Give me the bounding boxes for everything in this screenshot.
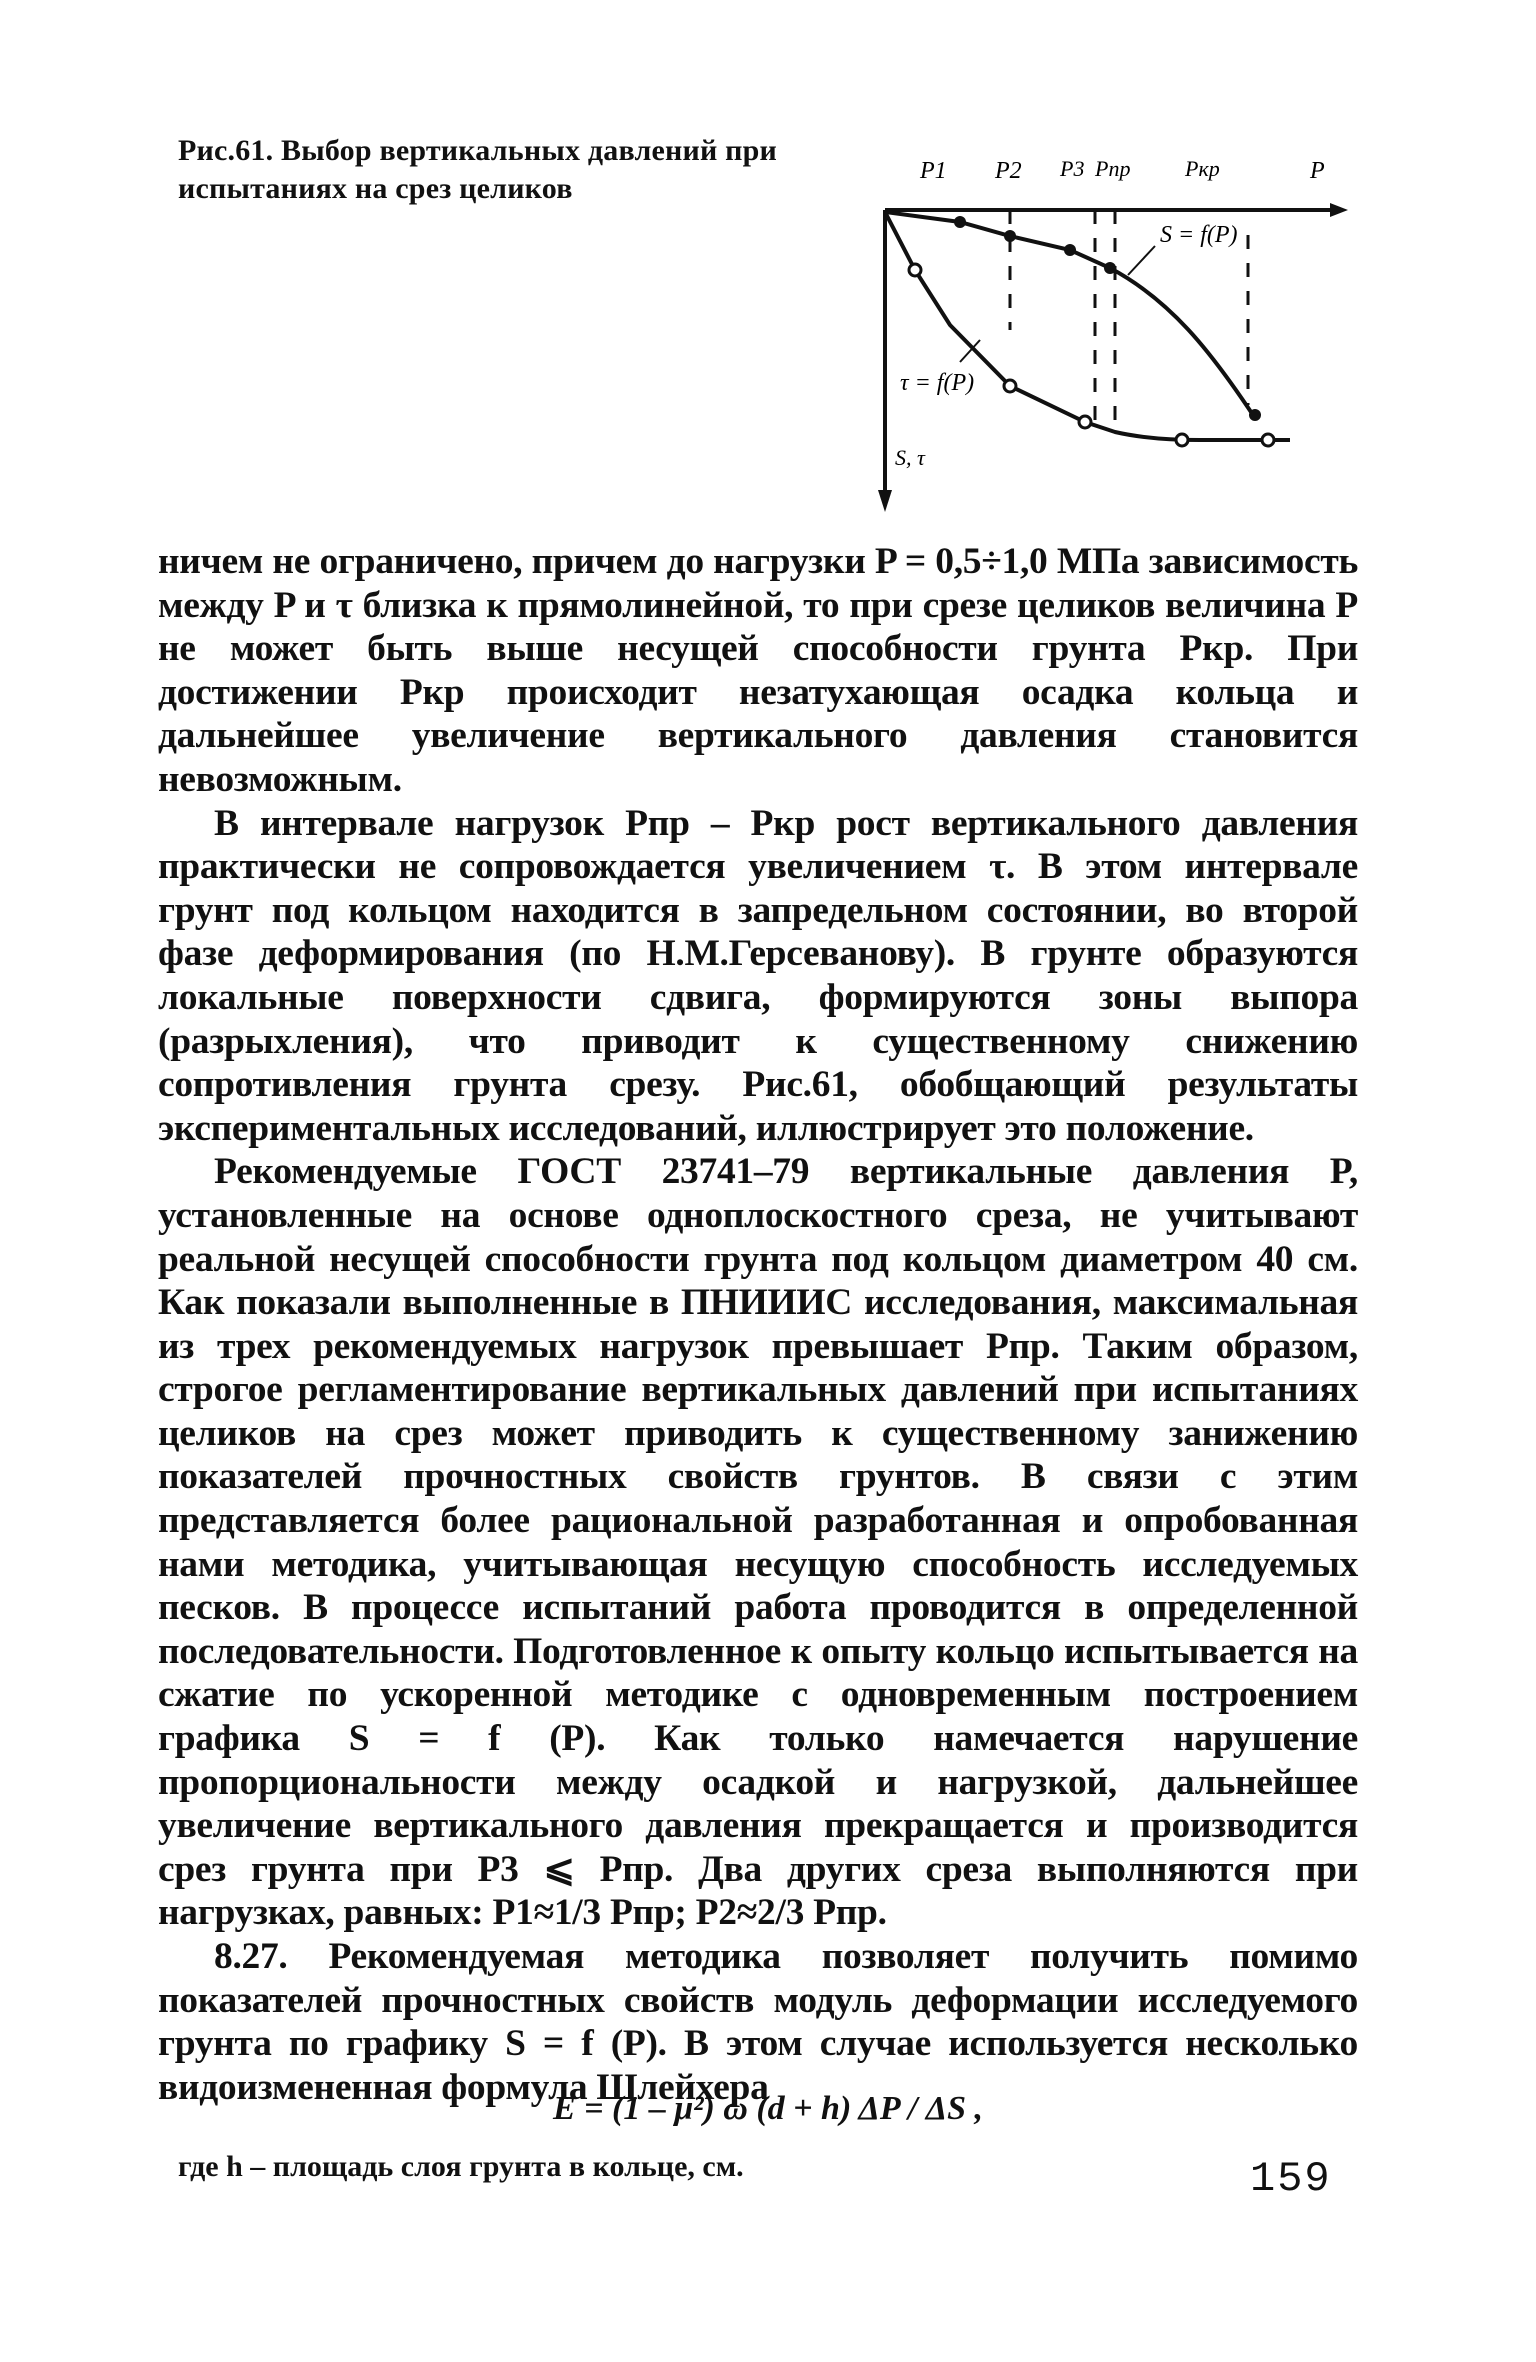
label-s-curve: S = f(P): [1160, 222, 1238, 248]
t-point-3: [1079, 416, 1091, 428]
tick-p: P: [1310, 158, 1325, 184]
figure-61-chart: [870, 150, 1350, 520]
s-point-2: [1004, 230, 1016, 242]
paragraph-4: 8.27. Рекомендуемая методика позволяет получить помимо показателей прочностных свойств модуль деформации исследуемого грунта по графику S = f (P). В этом случае используется несколько видоизмененная формула Шлейхера: [158, 1936, 1358, 2108]
x-axis-arrow: [1330, 203, 1348, 217]
body-text: [158, 540, 1358, 2109]
tick-ppr: Pпр: [1095, 156, 1131, 181]
paragraph-3: Рекомендуемые ГОСТ 23741–79 вертикальные давления P, установленные на основе одноплоскостного среза, не учитывают реальной несущей способности грунта под кольцом диаметром 40 см. Как показали выполненные в ПНИИИС исследования, максимальная из трех рекомендуемых нагрузок превышает Pпр. Таким образом, строгое регламентирование вертикальных давлений при испытаниях целиков на срез может приводить к существенному занижению показателей прочностных свойств грунтов. В связи с этим представляется более рациональной разработанная и опробованная нами методика, учитывающая несущую способность исследуемых песков. В процессе испытаний работа проводится в определенной последовательности. Подготовленное к опыту кольцо испытывается на сжатие по ускоренной методике с одновременным построением графика S = f (P). Как только намечается нарушение пропорциональности между осадкой и нагрузкой, дальнейшее увеличение вертикального давления прекращается и производится срез грунта при P3 ⩽ Pпр. Два других среза выполняются при нагрузках, равных: P1≈1/3 Pпр; P2≈2/3 Pпр.: [158, 1151, 1358, 1934]
tick-pkr: Pкр: [1185, 156, 1220, 181]
t-point-1: [909, 264, 921, 276]
t-point-5: [1262, 434, 1274, 446]
tick-p3: P3: [1060, 156, 1085, 181]
s-point-4: [1104, 262, 1116, 274]
paragraph-2: В интервале нагрузок Pпр – Pкр рост вертикального давления практически не сопровождается увеличением τ. В этом интервале грунт под кольцом находится в запредельном состоянии, во второй фазе деформирования (по Н.М.Герсеванову). В грунте образуются локальные поверхности сдвига, формируются зоны выпора (разрыхления), что приводит к существенному снижению сопротивления грунта срезу. Рис.61, обобщающий результаты экспериментальных исследований, иллюстрирует это положение.: [158, 802, 1358, 1149]
s-point-3: [1064, 244, 1076, 256]
t-point-4: [1176, 434, 1188, 446]
page-number: 159: [1250, 2155, 1332, 2203]
s-point-1: [954, 216, 966, 228]
s-point-5: [1249, 409, 1261, 421]
label-s-t-axis: S, τ: [895, 445, 925, 470]
formula-schleicher: E = (1 – μ²) ω (d + h) ΔP / ΔS ,: [552, 2090, 984, 2127]
figure-caption: Рис.61. Выбор вертикальных давлений при испытаниях на срез целиков: [178, 134, 778, 205]
footnote: где h – площадь слоя грунта в кольце, см.: [178, 2150, 744, 2183]
label-t-curve: τ = f(P): [900, 370, 975, 396]
paragraph-1: ничем не ограничено, причем до нагрузки P = 0,5÷1,0 МПа зависимость между P и τ близка к прямолинейной, то при срезе целиков величина P не может быть выше несущей способности грунта Pкр. При достижении Pкр происходит незатухающая осадка кольца и дальнейшее увеличение вертикального давления становится невозможным.: [158, 541, 1358, 800]
tick-p1: P1: [920, 158, 947, 184]
t-point-2: [1004, 380, 1016, 392]
y-axis-arrow: [878, 490, 892, 512]
tick-p2: P2: [995, 158, 1022, 184]
